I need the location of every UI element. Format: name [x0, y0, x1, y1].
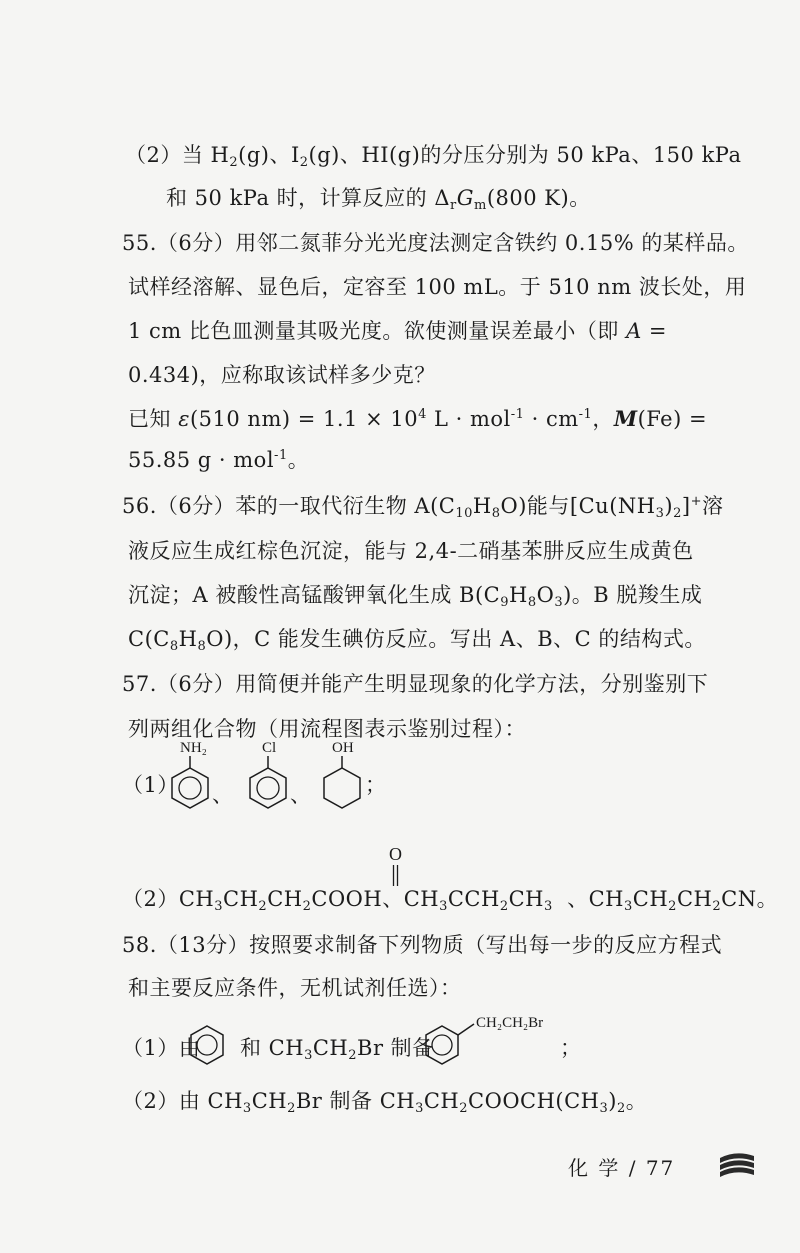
benzene-ring-icon [172, 768, 208, 808]
footer-slash: / [628, 1156, 638, 1180]
cyclohexane-ring-icon [324, 768, 360, 808]
problem57-part2-line: $(2)CH_3CH_2CH_2COOH$、$CH_3CCH_2CH_3$ 、$CH_3CH_2CH_2CN$。 [122, 887, 779, 914]
footer-subject: 化 学 [568, 1156, 621, 1180]
cl-label: Cl [262, 740, 277, 756]
problem55-line3: 1 cm 比色皿测量其吸光度。欲使测量误差最小（即 A = [128, 319, 668, 343]
problem57-line1: 57.（6分）用简便并能产生明显现象的化学方法，分别鉴别下 [122, 672, 709, 696]
oh-label: OH [332, 740, 354, 756]
problem56-line3: 沉淀；A 被酸性高锰酸钾氧化生成 $B(C_9H_8O_3)$。B 脱羧生成 [128, 583, 703, 610]
nh2-label: NH₂ [180, 740, 207, 756]
separator-2: 、 [290, 783, 312, 807]
carbonyl-o-label: O [389, 844, 402, 864]
aniline-structure [160, 738, 220, 828]
phenylethyl-bromide-structure [420, 1012, 560, 1074]
page-number: 77 [645, 1156, 676, 1180]
separator-1: 、 [212, 783, 234, 807]
benzene-ring-icon [191, 1026, 223, 1064]
problem58-part2-line: （2）由 $CH_3CH_2Br$ 制备 $CH_3CH_2COOCH(CH_3)_2$。 [122, 1089, 648, 1116]
problem58-part1-b: 和 $CH_3CH_2Br$ 制备 [240, 1036, 434, 1063]
problem56-line4: $C(C_8H_8O)$，C 能发生碘仿反应。写出 A、B、C 的结构式。 [128, 627, 706, 654]
page-footer [568, 1152, 675, 1181]
problem55-line6: 55.85 g · mol$^{-1}$。 [128, 448, 310, 472]
benzene-ring-icon [250, 768, 286, 808]
book-stack-icon [718, 1148, 756, 1182]
problem56-line2: 液反应生成红棕色沉淀，能与 2,4-二硝基苯肼反应生成黄色 [128, 539, 694, 563]
problem55-line4: 0.434)，应称取该试样多少克？ [128, 363, 436, 387]
benzene-ring-icon [426, 1026, 458, 1064]
benzene-structure [188, 1022, 228, 1074]
cyclohexanol-structure [312, 738, 372, 828]
problem55-line5: 已知 ε(510 $nm) = 1.1 \times 10^4$ $L \cdot mol^{-1} \cdot cm^{-1}$，M(Fe) = [128, 406, 708, 431]
problem57-line2: 列两组化合物（用流程图表示鉴别过程）： [128, 717, 526, 741]
problem55-line1: 55.（6分）用邻二氮菲分光光度法测定含铁约 0.15% 的某样品。 [122, 231, 749, 255]
problem55-line2: 试样经溶解、显色后，定容至 100 mL。于 510 nm 波长处，用 [128, 275, 747, 299]
problem57-part1-label: （1） [122, 773, 179, 797]
ch2ch2br-label: CH₂CH₂Br [476, 1015, 544, 1031]
problem54-part2-line1: （2）当 $H_2(g)$、$I_2(g)$、HI(g)的分压分别为 50 kPa、150 kPa [125, 143, 742, 170]
chlorobenzene-structure [238, 738, 298, 828]
problem56-line1: 56.（6分）苯的一取代衍生物 $A(C_{10}H_8O)$能与$[Cu(NH_3)_2]^+$溶 [122, 494, 724, 521]
problem58-part1-a: （1）由 [122, 1036, 201, 1060]
problem58-line1: 58.（13分）按照要求制备下列物质（写出每一步的反应方程式 [122, 933, 723, 957]
end-semicolon-1: ； [365, 773, 387, 797]
problem54-part2-line2: 和 50 kPa 时，计算反应的 $\Delta_rG_m(800$ K)。 [166, 186, 591, 213]
end-semicolon-2: ； [560, 1036, 582, 1060]
problem58-line2: 和主要反应条件，无机试剂任选）： [128, 976, 462, 1000]
